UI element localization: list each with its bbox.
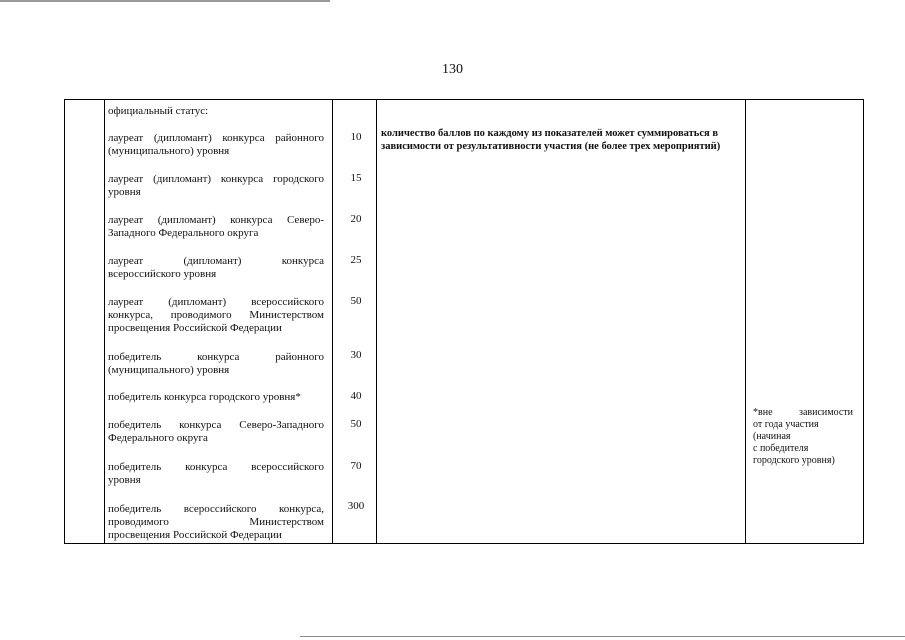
criterion-points: 300 [347,500,365,512]
criterion-points: 20 [350,213,362,225]
column-divider [376,99,377,544]
scan-edge-top [0,0,330,2]
criterion-points: 50 [350,418,362,430]
criterion-points: 40 [350,390,362,402]
criterion-label: победитель конкурса всероссийского уровня [108,461,324,486]
criterion-points: 10 [350,131,362,143]
criterion-points: 30 [350,349,362,361]
criterion-label: лауреат (дипломант) конкурса районного (муниципального) уровня [108,132,324,157]
footnote: *вне зависимости от года участия (начиная с победителя городского уровня) [753,407,853,466]
criteria-table [64,99,864,544]
column-divider [745,99,746,544]
criterion-points: 25 [350,254,362,266]
criterion-points: 15 [350,172,362,184]
column-divider [332,99,333,544]
criterion-label: победитель конкурса Северо-Западного Федерального округа [108,419,324,444]
criterion-label: лауреат (дипломант) всероссийского конкурса, проводимого Министерством просвещения Российской Федерации [108,296,324,334]
summation-note: количество баллов по каждому из показателей может суммироваться в зависимости от результативности участия (не более трех мероприятий) [381,128,721,152]
status-header: официальный статус: [108,105,209,117]
table-border-right [863,99,864,544]
table-border-left [64,99,65,544]
table-border-bottom [64,543,864,544]
criterion-label: победитель всероссийского конкурса, проводимого Министерством просвещения Российской Федерации [108,503,324,541]
criterion-label: победитель конкурса городского уровня* [108,391,301,403]
criterion-points: 50 [350,295,362,307]
criterion-label: победитель конкурса районного (муниципального) уровня [108,351,324,376]
criterion-label: лауреат (дипломант) конкурса городского уровня [108,173,324,198]
criterion-label: лауреат (дипломант) конкурса всероссийского уровня [108,255,324,280]
criterion-label: лауреат (дипломант) конкурса Северо- Западного Федерального округа [108,214,324,239]
column-divider [104,99,105,544]
page-number: 130 [442,62,463,77]
criterion-points: 70 [350,460,362,472]
table-border-top [64,99,864,100]
scan-edge-bottom [300,636,905,637]
